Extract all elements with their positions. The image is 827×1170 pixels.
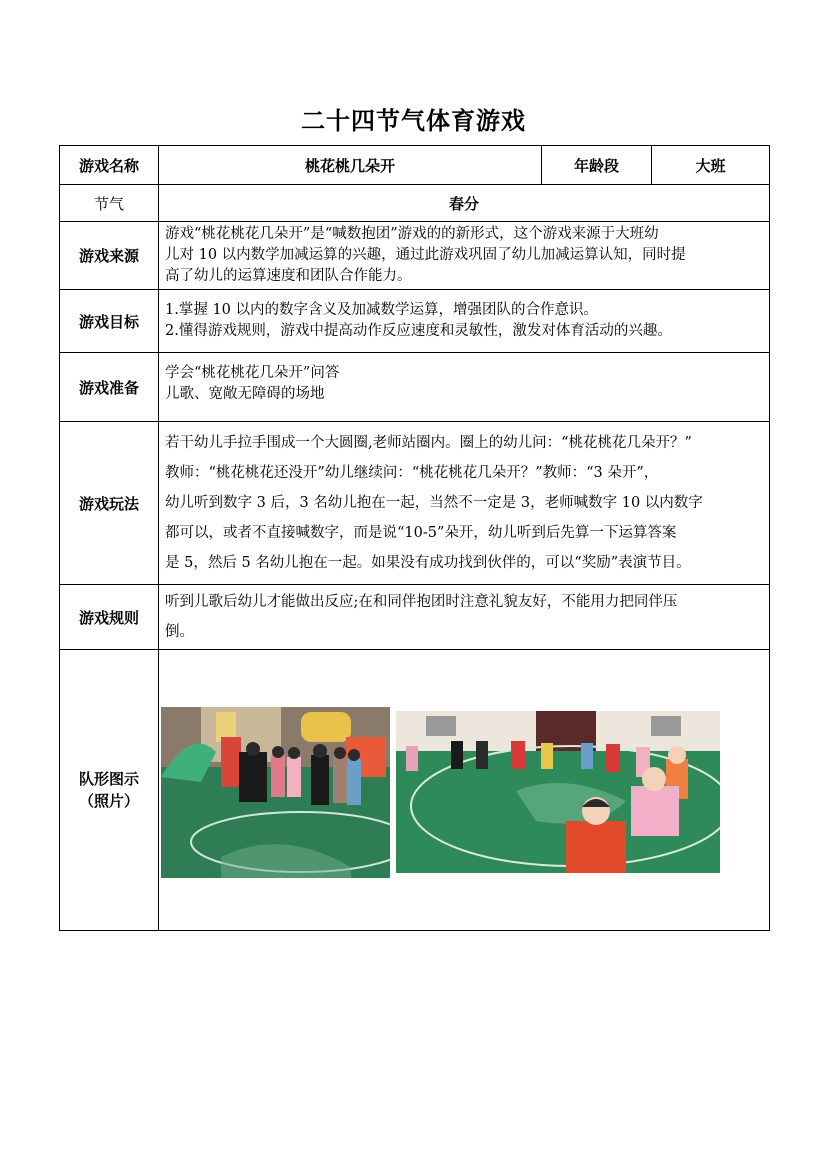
- play-line: 教师：“桃花桃花还没开”幼儿继续问：“桃花桃花几朵开？”教师：“3 朵开”，: [165, 465, 659, 481]
- formation-photos: [159, 650, 770, 931]
- page-title: 二十四节气体育游戏: [301, 107, 526, 135]
- play-line: 若干幼儿手拉手围成一个大圆圈,老师站圈内。圈上的幼儿问：“桃花桃花几朵开？”: [165, 435, 692, 451]
- row-origin: [60, 222, 770, 290]
- game-name-value: 桃花桃几朵开: [159, 146, 542, 185]
- origin-line: 高了幼儿的运算速度和团队合作能力。: [165, 268, 412, 284]
- preparation-label: 游戏准备: [60, 353, 159, 422]
- formation-label-line2: （照片）: [78, 792, 139, 810]
- formation-label: [60, 650, 159, 931]
- origin-label: 游戏来源: [60, 222, 159, 290]
- rules-line: 听到儿歌后幼儿才能做出反应;在和同伴抱团时注意礼貌友好，不能用力把同伴压: [165, 594, 678, 610]
- row-preparation: [60, 353, 770, 422]
- game-name-label: 游戏名称: [60, 146, 159, 185]
- rules-line: 倒。: [165, 624, 194, 640]
- row-solar-term: [60, 185, 770, 222]
- play-line: 都可以，或者不直接喊数字，而是说“10-5”朵开，幼儿听到后先算一下运算答案: [165, 525, 677, 541]
- goals-text: [159, 290, 770, 353]
- formation-label-line1: 队形图示: [78, 770, 139, 788]
- solar-term-label: 节气: [60, 185, 159, 222]
- play-line: 是 5，然后 5 名幼儿抱在一起。如果没有成功找到伙伴的，可以“奖励”表演节目。: [165, 555, 691, 571]
- rules-label: 游戏规则: [60, 585, 159, 650]
- solar-term-value: 春分: [159, 185, 770, 222]
- origin-text: [159, 222, 770, 290]
- origin-line: 游戏“桃花桃花几朵开”是“喊数抱团”游戏的的新形式，这个游戏来源于大班幼: [165, 226, 659, 242]
- goals-line: 2.懂得游戏规则，游戏中提高动作反应速度和灵敏性，激发对体育活动的兴趣。: [165, 323, 672, 339]
- row-rules: [60, 585, 770, 650]
- game-info-table: [59, 145, 770, 931]
- row-play: [60, 422, 770, 585]
- rules-text: [159, 585, 770, 650]
- formation-photo-2: [396, 711, 720, 873]
- age-group-label: 年龄段: [542, 146, 652, 185]
- play-label: 游戏玩法: [60, 422, 159, 585]
- row-goals: [60, 290, 770, 353]
- age-group-value: 大班: [652, 146, 770, 185]
- preparation-line: 儿歌、宽敞无障碍的场地: [165, 386, 325, 402]
- play-line: 幼儿听到数字 3 后，3 名幼儿抱在一起，当然不一定是 3，老师喊数字 10 以内数字: [165, 495, 703, 511]
- preparation-line: 学会“桃花桃花几朵开”问答: [165, 365, 340, 381]
- origin-line: 儿对 10 以内数学加减运算的兴趣，通过此游戏巩固了幼儿加减运算认知，同时提: [165, 247, 686, 263]
- row-formation: [60, 650, 770, 931]
- formation-photo-1: [161, 707, 390, 878]
- goals-line: 1.掌握 10 以内的数字含义及加减数学运算，增强团队的合作意识。: [165, 302, 599, 318]
- goals-label: 游戏目标: [60, 290, 159, 353]
- row-game-name: [60, 146, 770, 185]
- play-text: [159, 422, 770, 585]
- preparation-text: [159, 353, 770, 422]
